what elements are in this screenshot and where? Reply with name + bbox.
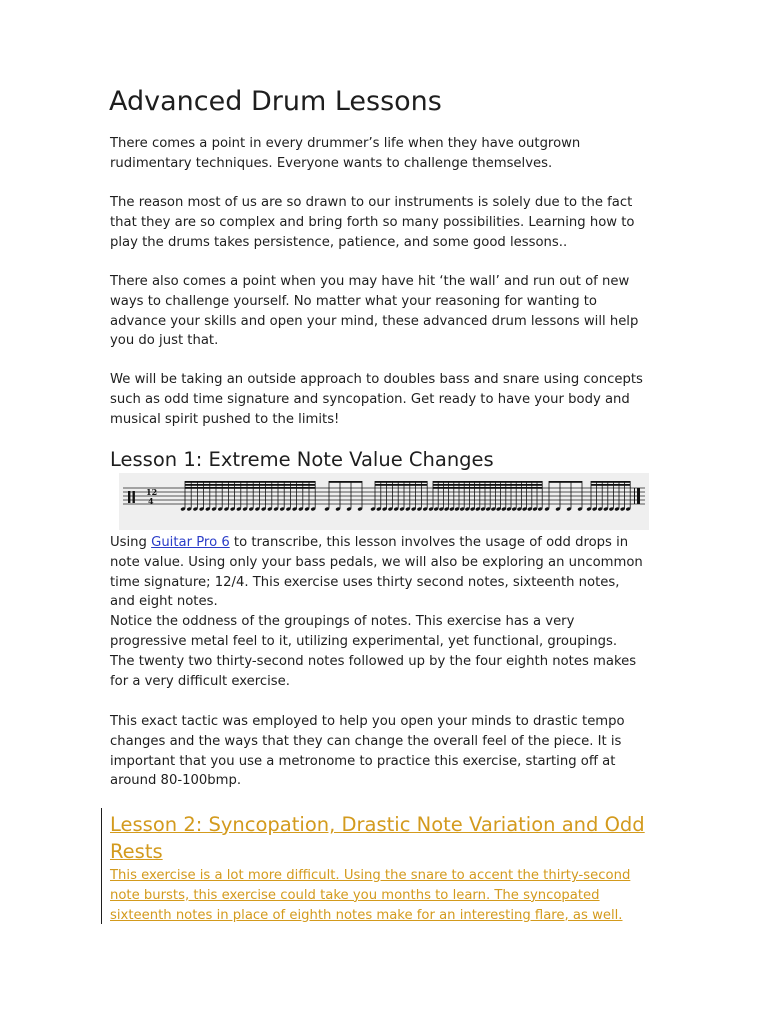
note-beam [591,484,630,486]
lesson1-paragraph-1 [110,533,670,691]
text-line: and eight notes. [110,594,218,610]
text-line: The reason most of us are so drawn to our instruments is solely due to the fact [110,195,633,210]
blockquote-bar [101,808,102,924]
note-beam [185,484,315,486]
percussion-clef-icon [128,491,130,503]
text-line: note value. Using only your bass pedals, we will also be exploring an uncommon [110,554,643,570]
text-line [110,533,670,553]
time-signature-bottom: 4 [148,496,154,506]
lesson2-description-link[interactable] [110,866,670,925]
text-line: time signature; 12/4. This exercise uses thirty second notes, sixteenth notes, [110,574,620,590]
note-beam [549,481,582,483]
text-line[interactable]: This exercise is a lot more difficult. Using the snare to accent the thirty-second [110,868,631,883]
text-line: for a very difficult exercise. [110,673,290,689]
text-line: advance your skills and open your mind, these advanced drum lessons will help [110,313,639,329]
note-beam [591,481,630,483]
time-signature-top: 12 [146,487,158,497]
text-line[interactable]: sixteenth notes in place of eighth notes make for an interesting flare, as well. [110,907,623,923]
note-beam [433,481,542,483]
text-line: that they are so complex and bring forth so many possibilities. Learning how to [110,214,635,230]
lesson1-heading: Lesson 1: Extreme Note Value Changes [110,448,494,471]
guitar-pro-6-link[interactable]: Guitar Pro 6 [151,535,230,550]
note-beam [329,481,362,483]
text-line: The twenty two thirty-second notes followed up by the four eighth notes makes [110,653,637,669]
text-line: This exact tactic was employed to help you open your minds to drastic tempo [110,714,625,729]
note-beam [185,487,315,489]
text-line: rudimentary techniques. Everyone wants to challenge themselves. [110,155,553,171]
lesson2-heading-link[interactable] [110,811,670,865]
intro-paragraph-2 [110,193,670,252]
note-beam [375,481,427,483]
text-line: musical spirit pushed to the limits! [110,411,340,427]
text-line: progressive metal feel to it, utilizing experimental, yet functional, groupings. [110,633,618,649]
note-beam [433,487,542,489]
text-line: We will be taking an outside approach to doubles bass and snare using concepts [110,372,643,387]
text-line: Notice the oddness of the groupings of notes. This exercise has a very [110,614,575,630]
intro-paragraph-4 [110,370,670,429]
note-beam [185,481,315,483]
heading-line[interactable]: Rests [110,840,163,863]
lesson1-paragraph-2 [110,712,670,791]
text-line: ways to challenge yourself. No matter what your reasoning for wanting to [110,293,598,309]
text-line: changes and the ways that they can change the overall feel of the piece. It is [110,733,622,749]
intro-paragraph-1 [110,134,670,174]
final-barline [637,488,640,504]
barline [634,488,635,504]
text-line[interactable]: note bursts, this exercise could take you months to learn. The syncopated [110,887,600,903]
heading-line[interactable]: Lesson 2: Syncopation, Drastic Note Variation and Odd [110,813,645,836]
text-line: such as odd time signature and syncopation. Get ready to have your body and [110,391,630,407]
drum-notation-image [119,473,649,530]
text-fragment: Using [110,535,152,550]
drum-notation-svg [119,473,649,530]
text-line: play the drums takes persistence, patience, and some good lessons.. [110,234,568,250]
text-line: There comes a point in every drummer’s life when they have outgrown [110,136,581,151]
note-beam [375,484,427,486]
intro-paragraph-3 [110,272,670,351]
text-line: around 80-100bmp. [110,773,242,789]
text-line: There also comes a point when you may have hit ‘the wall’ and run out of new [110,274,630,289]
text-line: you do just that. [110,333,219,349]
note-beam [433,484,542,486]
text-line: important that you use a metronome to practice this exercise, starting off at [110,753,616,769]
text-fragment: to transcribe, this lesson involves the usage of odd drops in [229,535,629,550]
page-title: Advanced Drum Lessons [109,86,442,117]
